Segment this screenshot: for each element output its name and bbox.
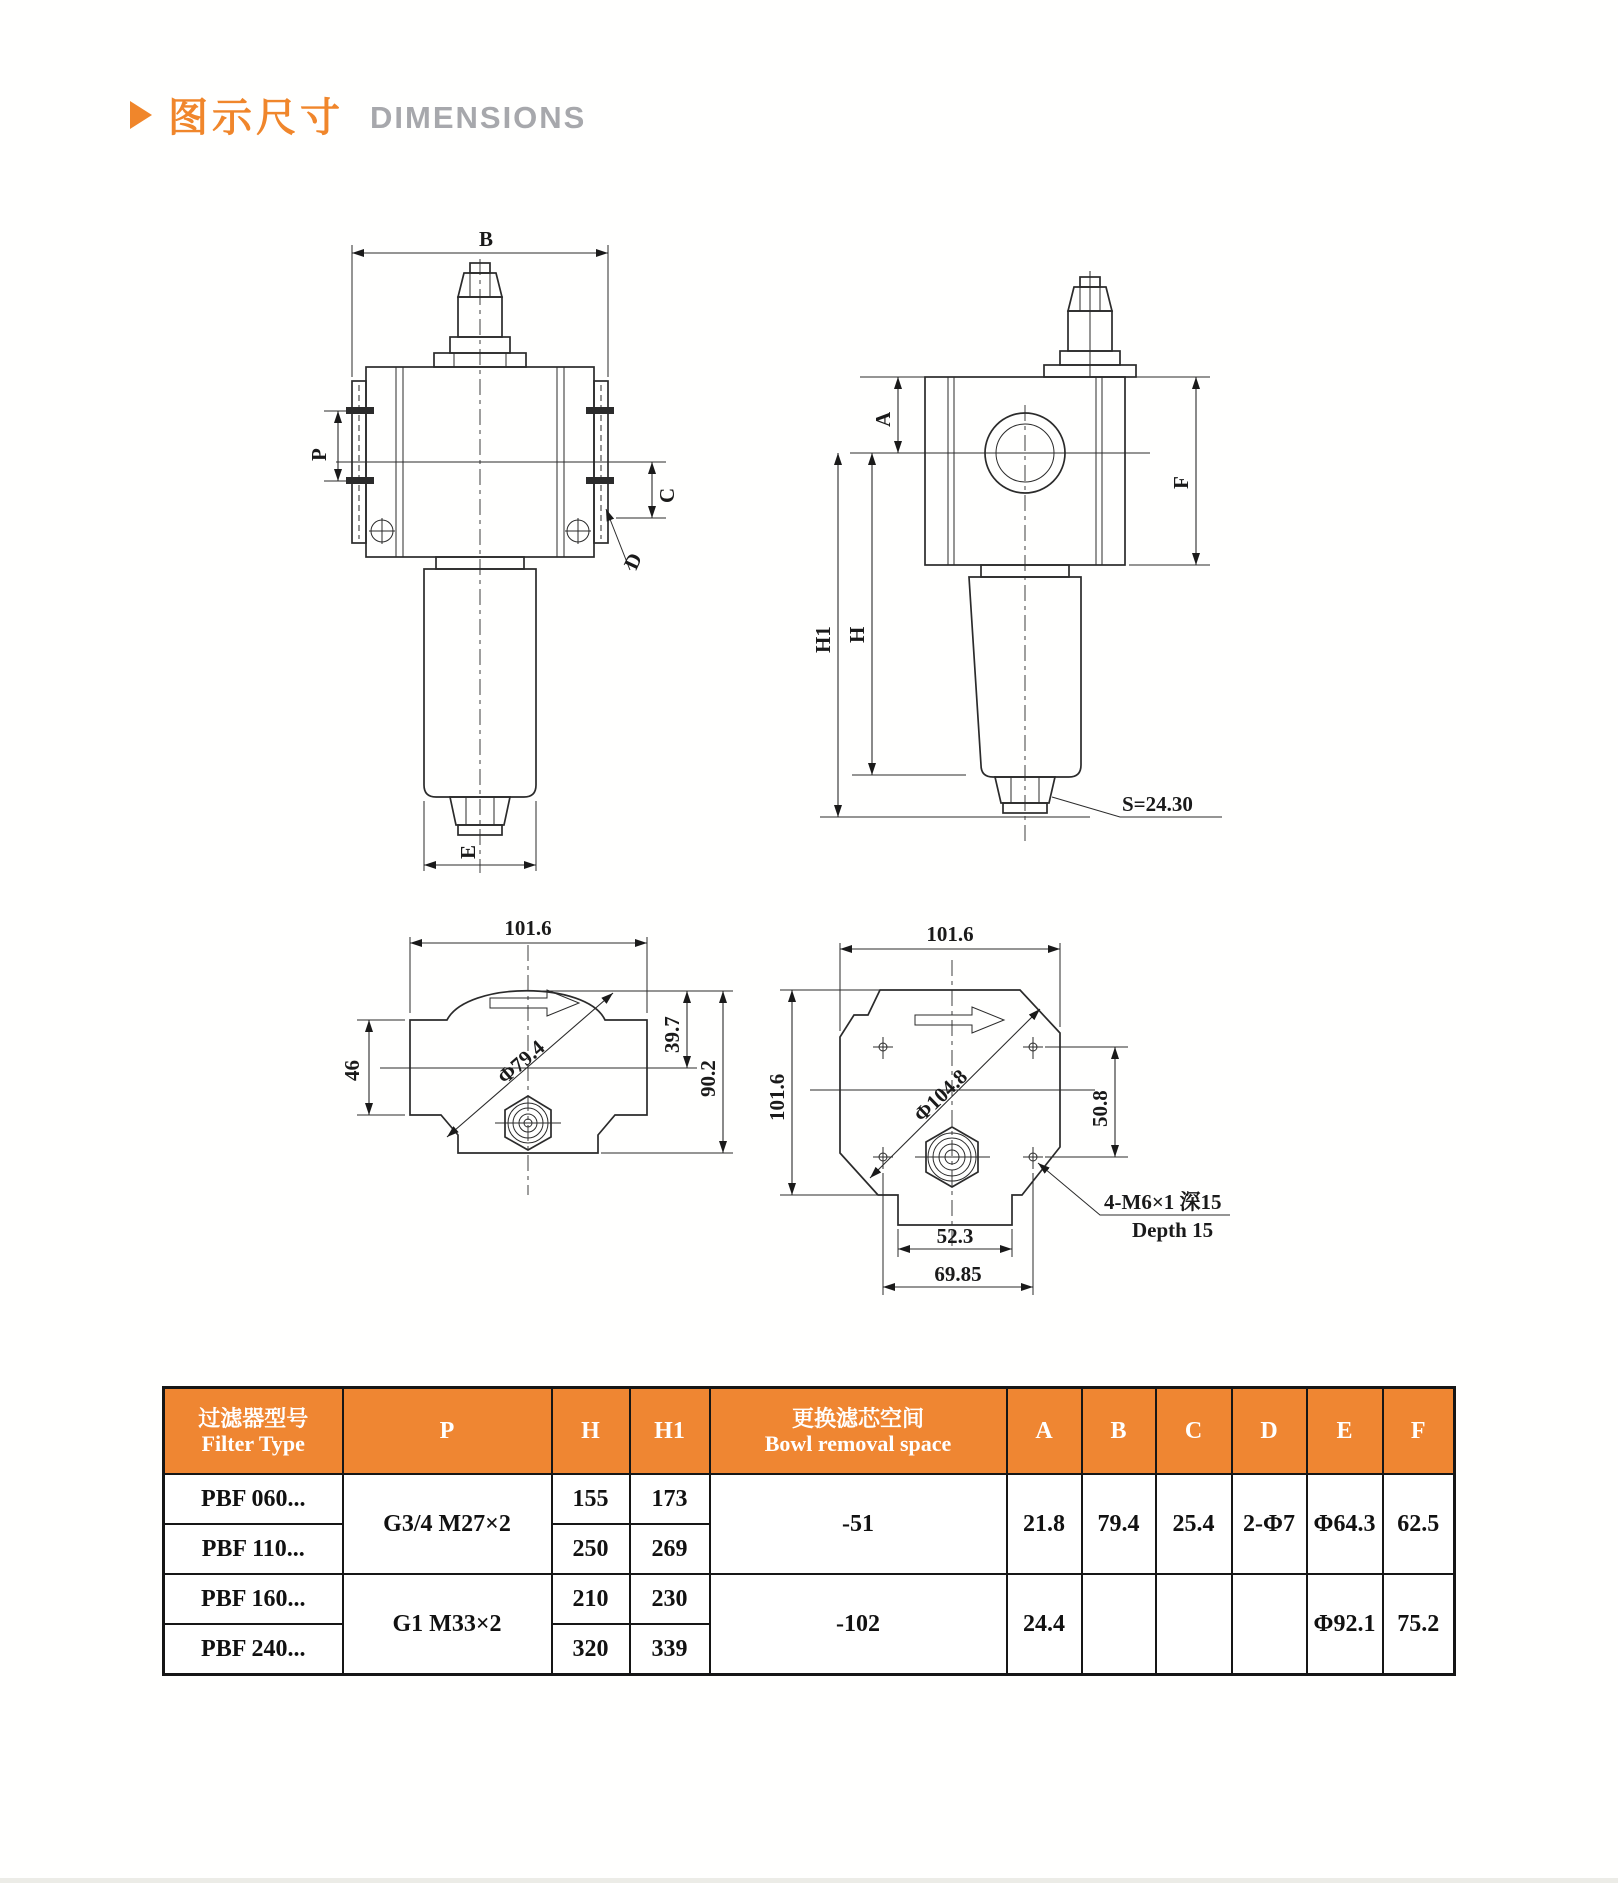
col-f: F xyxy=(1383,1388,1455,1475)
cell-b: 79.4 xyxy=(1082,1474,1156,1574)
front-view-drawing xyxy=(300,225,720,885)
dim-label-52-3: 52.3 xyxy=(936,1224,974,1248)
col-a: A xyxy=(1007,1388,1082,1475)
col-bowl-zh: 更换滤芯空间 xyxy=(791,1405,924,1431)
dim-label-dia-large: Φ104.8 xyxy=(908,1064,972,1127)
cell-h1: 339 xyxy=(630,1624,710,1675)
section-header xyxy=(130,86,586,143)
cell-e: Φ64.3 xyxy=(1307,1474,1383,1574)
cell-model: PBF 240... xyxy=(164,1624,343,1675)
dim-label-top-large: 101.6 xyxy=(926,922,974,946)
dim-label-h1: H1 xyxy=(811,626,835,653)
table-row xyxy=(164,1474,1455,1524)
cell-e: Φ92.1 xyxy=(1307,1574,1383,1675)
col-filter-type-zh: 过滤器型号 xyxy=(198,1405,309,1431)
cell-h: 320 xyxy=(552,1624,630,1675)
cell-h: 250 xyxy=(552,1524,630,1574)
col-b: B xyxy=(1082,1388,1156,1475)
cell-d xyxy=(1232,1574,1307,1675)
cell-model: PBF 160... xyxy=(164,1574,343,1624)
cell-h: 210 xyxy=(552,1574,630,1624)
dim-label-d: D xyxy=(618,549,647,574)
dim-label-left-large: 101.6 xyxy=(765,1073,789,1121)
page-title-en: DIMENSIONS xyxy=(370,99,587,135)
col-filter-type xyxy=(164,1388,343,1475)
col-e: E xyxy=(1307,1388,1383,1475)
dim-label-50-8: 50.8 xyxy=(1088,1090,1112,1127)
col-filter-type-en: Filter Type xyxy=(201,1431,305,1456)
side-view-drawing xyxy=(790,245,1230,865)
cell-b xyxy=(1082,1574,1156,1675)
top-view-large-drawing xyxy=(700,885,1260,1325)
dim-label-h: H xyxy=(845,626,869,643)
dim-label-39-7: 39.7 xyxy=(660,1016,684,1053)
cell-bowl: -51 xyxy=(710,1474,1007,1574)
cell-h1: 230 xyxy=(630,1574,710,1624)
col-d: D xyxy=(1232,1388,1307,1475)
dim-label-dia-small: Φ79.4 xyxy=(492,1035,550,1089)
arrow-bullet-icon xyxy=(130,101,152,129)
note-thread-zh: 4-M6×1 深15 xyxy=(1104,1190,1222,1214)
cell-model: PBF 060... xyxy=(164,1474,343,1524)
dim-label-e: E xyxy=(456,844,480,859)
dim-label-s: S=24.30 xyxy=(1122,792,1193,816)
cell-h1: 269 xyxy=(630,1524,710,1574)
col-bowl xyxy=(710,1388,1007,1475)
cell-model: PBF 110... xyxy=(164,1524,343,1574)
cell-f: 62.5 xyxy=(1383,1474,1455,1574)
page-bottom-edge xyxy=(0,1878,1618,1883)
cell-c: 25.4 xyxy=(1156,1474,1232,1574)
col-c: C xyxy=(1156,1388,1232,1475)
table-row xyxy=(164,1574,1455,1624)
cell-a: 24.4 xyxy=(1007,1574,1082,1675)
col-p: P xyxy=(343,1388,552,1475)
cell-d: 2-Φ7 xyxy=(1232,1474,1307,1574)
note-thread-en: Depth 15 xyxy=(1132,1218,1214,1242)
dim-label-46: 46 xyxy=(340,1060,364,1081)
cell-c xyxy=(1156,1574,1232,1675)
dim-label-c: C xyxy=(655,487,679,503)
cell-h: 155 xyxy=(552,1474,630,1524)
top-view-small-drawing xyxy=(295,885,755,1255)
cell-bowl: -102 xyxy=(710,1574,1007,1675)
cell-p: G3/4 M27×2 xyxy=(343,1474,552,1574)
dimensions-table xyxy=(162,1386,1456,1676)
cell-a: 21.8 xyxy=(1007,1474,1082,1574)
col-h1: H1 xyxy=(630,1388,710,1475)
dim-label-p: P xyxy=(307,448,331,461)
page-title-zh: 图示尺寸 xyxy=(168,96,344,140)
col-h: H xyxy=(552,1388,630,1475)
cell-f: 75.2 xyxy=(1383,1574,1455,1675)
dim-label-top-small: 101.6 xyxy=(504,916,552,940)
dim-label-69-85: 69.85 xyxy=(934,1262,982,1286)
cell-h1: 173 xyxy=(630,1474,710,1524)
dim-label-a: A xyxy=(871,411,895,427)
col-bowl-en: Bowl removal space xyxy=(764,1431,952,1456)
dim-label-90-2: 90.2 xyxy=(696,1060,720,1097)
dim-label-f: F xyxy=(1169,476,1193,489)
dim-label-b: B xyxy=(478,227,494,251)
table-header-row xyxy=(164,1388,1455,1475)
cell-p: G1 M33×2 xyxy=(343,1574,552,1675)
